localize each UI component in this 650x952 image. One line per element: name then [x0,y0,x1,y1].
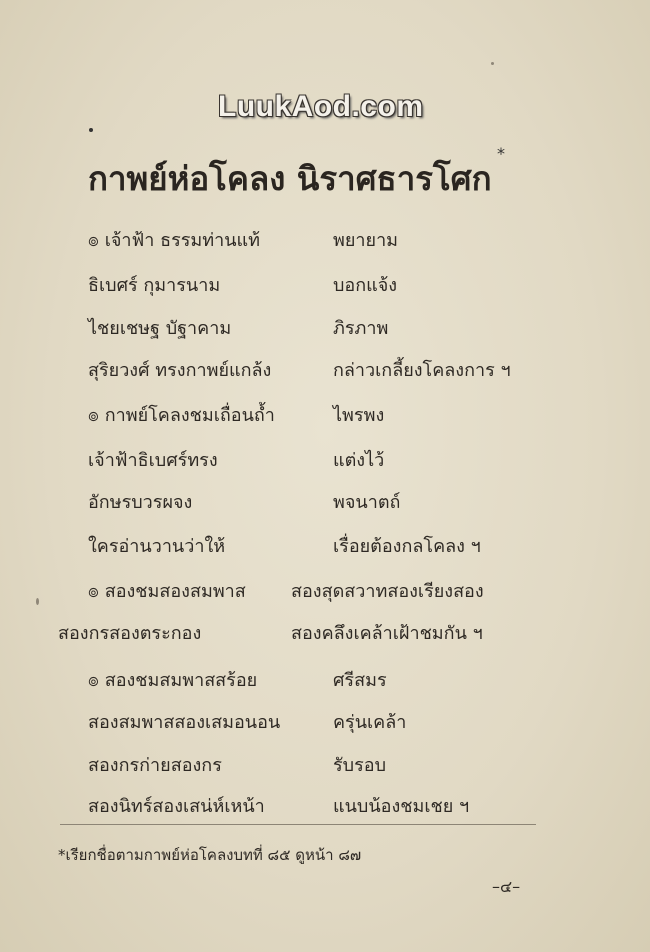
decorative-dot [89,128,93,132]
verse-line-right: ภิรภาพ [333,318,389,339]
title-footnote-marker: * [497,144,505,163]
verse-line-right: รับรอบ [333,755,386,776]
verse-line-left: เจ้าฟ้าธิเบศร์ทรง [88,450,218,471]
paper-spot [491,62,494,65]
verse-line-left: ๏ สองชมสองสมพาส [88,581,246,602]
verse-line-right: ไพรพง [333,405,385,426]
verse-line-right: เรื่อยต้องกลโคลง ฯ [333,536,481,557]
verse-line-right: บอกแจ้ง [333,275,398,296]
footnote: *เรียกชื่อตามกาพย์ห่อโคลงบทที่ ๘๕ ดูหน้า ๘๗ [58,846,362,864]
verse-line-left: ๏ กาพย์โคลงชมเถื่อนถ้ำ [88,405,275,426]
verse-line-left: สุริยวงศ์ ทรงกาพย์แกล้ง [88,360,272,381]
verse-line-right: แต่งไว้ [333,450,385,471]
paper-spot [36,598,39,605]
footnote-divider [60,824,536,825]
verse-line-right: กล่าวเกลี้ยงโคลงการ ฯ [333,360,511,381]
verse-line-left: ธิเบศร์ กุมารนาม [88,275,221,296]
verse-line-left: ใครอ่านวานว่าให้ [88,536,226,557]
verse-line-right: พยายาม [333,230,399,251]
verse-line-left: สองกรสองตระกอง [58,623,202,644]
verse-line-right: ครุ่นเคล้า [333,712,407,733]
page-number: –๔– [492,877,521,896]
verse-line-left: สองกรก่ายสองกร [88,755,222,776]
verse-line-left: ๏ สองชมสมพาสสร้อย [88,670,258,691]
verse-line-right: สองสุดสวาทสองเรียงสอง [291,581,484,602]
verse-line-left: ๏ เจ้าฟ้า ธรรมท่านแท้ [88,230,261,251]
page-title: กาพย์ห่อโคลง นิราศธารโศก [88,159,492,198]
verse-line-right: สองคลึงเคล้าเฝ้าชมกัน ฯ [291,623,483,644]
verse-line-right: แนบน้องชมเชย ฯ [333,796,470,817]
verse-line-left: ไชยเชษฐ บัฐาคาม [88,318,232,339]
verse-line-left: สองสมพาสสองเสมอนอน [88,712,281,733]
verse-line-right: ศรีสมร [333,670,387,691]
verse-line-left: สองนิทร์สองเสน่ห์เหน้า [88,796,265,817]
verse-line-left: อักษรบวรผจง [88,492,193,513]
verse-line-right: พจนาตถ์ [333,492,401,513]
watermark: LuukAod.com [218,90,424,123]
